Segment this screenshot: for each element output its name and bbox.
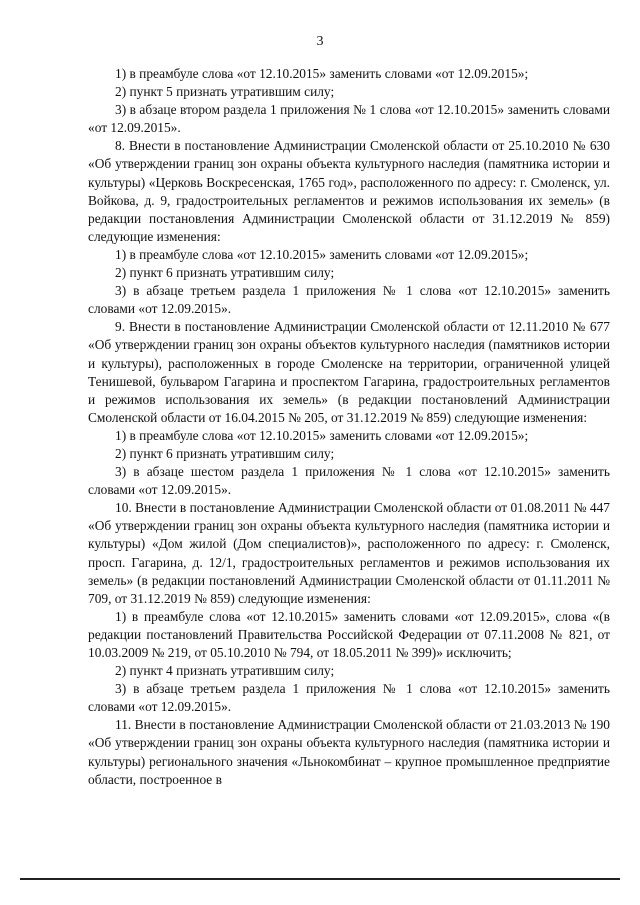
paragraph: 1) в преамбуле слова «от 12.10.2015» заменить словами «от 12.09.2015»; [115,246,529,262]
paragraph: 9. Внести в постановление Администрации Смоленской области от 12.11.2010 № 677 «Об утверждении границ зон охраны объектов культурного наследия (памятников истории и культуры), расположенных в городе Смоленске на территории, ограниченной улицей Тенишевой, бульваром Гагарина и проспектом Гагарина, градостроительных регламентов и режимов использования их земель» (в редакции постановлений Администрации Смоленской области от 16.04.2015 № 205, от 31.12.2019 № 859) следующие изменения: [88,319,610,425]
document-body [88,65,610,789]
paragraph: 3) в абзаце третьем раздела 1 приложения № 1 слова «от 12.10.2015» заменить словами «от 12.09.2015». [88,681,610,715]
paragraph: 10. Внести в постановление Администрации Смоленской области от 01.08.2011 № 447 «Об утверждении границ зон охраны объекта культурного наследия (памятника истории и культуры) «Дом жилой (Дом специалистов)», расположенного по адресу: г. Смоленск, просп. Гагарина, д. 12/1, градостроительных регламентов и режимов использования их земель» (в редакции постановлений Администрации Смоленской области от 01.11.2011 № 709, от 31.12.2019 № 859) следующие изменения: [88,500,610,606]
paragraph: 11. Внести в постановление Администрации Смоленской области от 21.03.2013 № 190 «Об утверждении границ зон охраны объекта культурного наследия (памятника истории и культуры) регионального значения «Льнокомбинат – крупное промышленное предприятие области, построенное в [88,717,610,787]
paragraph: 2) пункт 6 признать утратившим силу; [115,265,335,281]
paragraph: 1) в преамбуле слова «от 12.10.2015» заменить словами «от 12.09.2015»; [115,66,529,81]
paragraph: 3) в абзаце втором раздела 1 приложения № 1 слова «от 12.10.2015» заменить словами «от 12.09.2015». [88,102,610,136]
page-number: 3 [316,34,324,49]
paragraph: 2) пункт 5 признать утратившим силу; [115,84,335,100]
paragraph: 2) пункт 4 признать утратившим силу; [115,663,335,679]
paragraph: 1) в преамбуле слова «от 12.10.2015» заменить словами «от 12.09.2015», слова «(в редакции постановлений Правительства Российской Федерации от 07.11.2008 № 821, от 10.03.2009 № 219, от 05.10.2010 № 794, от 18.05.2011 № 399)» исключить; [88,608,610,660]
paragraph: 1) в преамбуле слова «от 12.10.2015» заменить словами «от 12.09.2015»; [115,427,529,443]
paragraph: 8. Внести в постановление Администрации Смоленской области от 25.10.2010 № 630 «Об утверждении границ зон охраны объекта культурного наследия (памятника истории и культуры) «Церковь Воскресенская, 1765 год», расположенного по адресу: г. Смоленск, ул. Войкова, д. 9, градостроительных регламентов и режимов использования их земель» (в редакции постановления Администрации Смоленской области от 31.12.2019 № 859) следующие изменения: [88,138,610,244]
paragraph: 3) в абзаце шестом раздела 1 приложения № 1 слова «от 12.10.2015» заменить словами «от 12.09.2015». [88,464,610,498]
paragraph: 2) пункт 6 признать утратившим силу; [115,445,335,461]
paragraph: 3) в абзаце третьем раздела 1 приложения № 1 слова «от 12.10.2015» заменить словами «от 12.09.2015». [88,283,610,317]
bottom-rule [20,878,620,880]
